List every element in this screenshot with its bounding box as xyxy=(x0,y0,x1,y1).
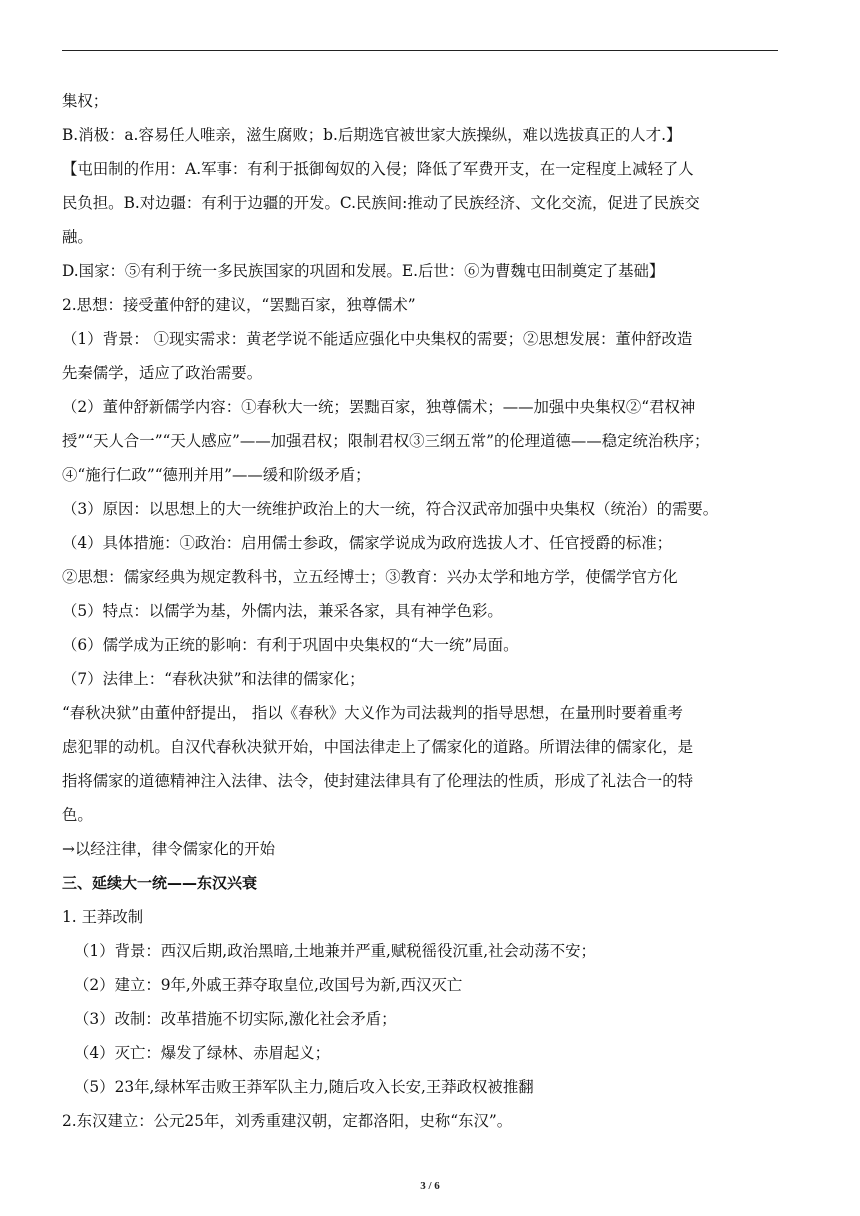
text-line: B.消极：a.容易任人唯亲，滋生腐败；b.后期选官被世家大族操纵，难以选拔真正的人才.】 xyxy=(62,126,682,144)
document-body xyxy=(62,84,782,1138)
text-line: （7）法律上：“春秋决狱”和法律的儒家化； xyxy=(62,670,365,688)
text-line: （2）董仲舒新儒学内容：①春秋大一统；罢黜百家，独尊儒术；——加强中央集权②“君权神 xyxy=(62,398,696,416)
text-line: （6）儒学成为正统的影响：有利于巩固中央集权的“大一统”局面。 xyxy=(62,636,519,654)
text-line: 授”“天人合一”“天人感应”——加强君权；限制君权③三纲五常”的伦理道德——稳定统治秩序； xyxy=(62,432,710,450)
text-line: ④“施行仁政”“德刑并用”——缓和阶级矛盾； xyxy=(62,466,371,484)
text-line: 先秦儒学，适应了政治需要。 xyxy=(62,364,263,382)
text-line: 融。 xyxy=(62,228,93,246)
text-line: D.国家：⑤有利于统一多民族国家的巩固和发展。E.后世：⑥为曹魏屯田制奠定了基础】 xyxy=(62,262,665,280)
text-line: 【屯田制的作用：A.军事：有利于抵御匈奴的入侵；降低了军费开支，在一定程度上减轻了人 xyxy=(62,160,694,178)
text-line: （1）背景： ①现实需求：黄老学说不能适应强化中央集权的需要；②思想发展：董仲舒改造 xyxy=(62,330,693,348)
text-line: （3）原因：以思想上的大一统维护政治上的大一统，符合汉武帝加强中央集权（统治）的需要。 xyxy=(62,500,719,518)
text-line: （4）灭亡：爆发了绿林、赤眉起义； xyxy=(74,1044,331,1062)
section-heading: 三、延续大一统——东汉兴衰 xyxy=(62,874,258,892)
text-line: 民负担。B.对边疆：有利于边疆的开发。C.民族间:推动了民族经济、文化交流，促进了民族交 xyxy=(62,194,700,212)
text-line: ②思想：儒家经典为规定教科书，立五经博士；③教育：兴办太学和地方学，使儒学官方化 xyxy=(62,568,678,586)
page-number: 3 / 6 xyxy=(420,1180,440,1192)
text-line: （3）改制：改革措施不切实际,激化社会矛盾； xyxy=(74,1010,397,1028)
header-rule xyxy=(62,50,778,51)
text-line: 1. 王莽改制 xyxy=(62,908,144,926)
text-line: 2.东汉建立：公元25年，刘秀重建汉朝，定都洛阳，史称“东汉”。 xyxy=(62,1112,513,1130)
text-line: 指将儒家的道德精神注入法律、法令，使封建法律具有了伦理法的性质，形成了礼法合一的特 xyxy=(62,772,694,790)
text-line: 2.思想：接受董仲舒的建议，“罢黜百家，独尊儒术” xyxy=(62,296,416,314)
text-line: 虑犯罪的动机。自汉代春秋决狱开始，中国法律走上了儒家化的道路。所谓法律的儒家化，是 xyxy=(62,738,694,756)
text-line: “春秋决狱”由董仲舒提出， 指以《春秋》大义作为司法裁判的指导思想，在量刑时要着重考 xyxy=(62,704,683,722)
text-line: 色。 xyxy=(62,806,93,824)
text-line: 集权； xyxy=(62,92,109,110)
text-line: （2）建立：9年,外戚王莽夺取皇位,改国号为新,西汉灭亡 xyxy=(74,976,463,994)
text-line: （4）具体措施：①政治：启用儒士参政，儒家学说成为政府选拔人才、任官授爵的标准； xyxy=(62,534,673,552)
text-line: （1）背景：西汉后期,政治黑暗,土地兼并严重,赋税徭役沉重,社会动荡不安； xyxy=(74,942,596,960)
text-line: （5）特点：以儒学为基，外儒内法，兼采各家，具有神学色彩。 xyxy=(62,602,503,620)
text-line: →以经注律，律令儒家化的开始 xyxy=(62,840,275,858)
text-line: （5）23年,绿林军击败王莽军队主力,随后攻入长安,王莽政权被推翻 xyxy=(74,1078,534,1096)
